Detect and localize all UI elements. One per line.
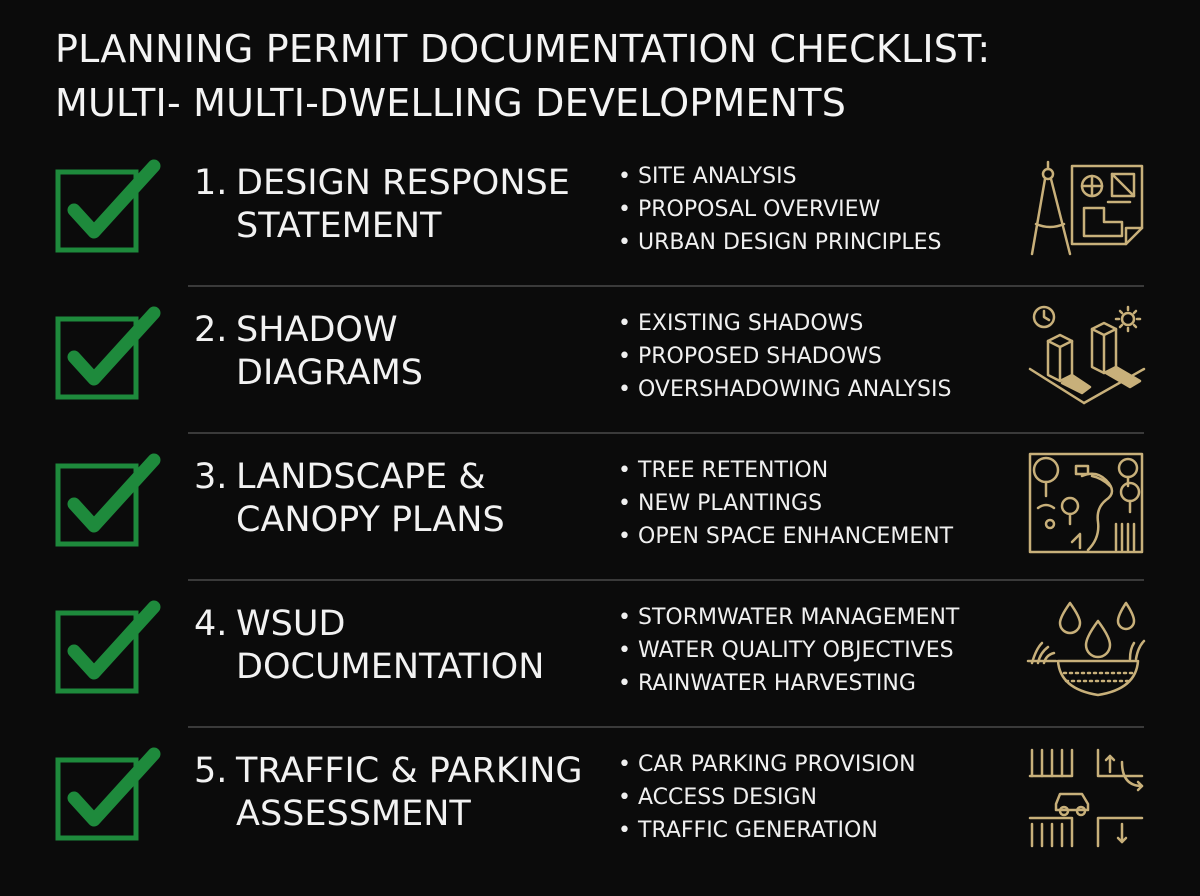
item-number: 1.: [194, 163, 228, 203]
item-number: 5.: [194, 751, 228, 791]
bullet-item: [618, 601, 959, 634]
bullet-icon: •: [618, 197, 631, 222]
bullet-icon: •: [618, 524, 631, 549]
bullet-item: [618, 814, 916, 847]
bullet-text: CAR PARKING PROVISION: [638, 752, 916, 777]
bullet-text: ACCESS DESIGN: [638, 785, 818, 810]
title-line-2: MULTI- MULTI-DWELLING DEVELOPMENTS: [55, 81, 847, 125]
bullet-item: [618, 781, 916, 814]
checkbox-checked-icon: [50, 446, 170, 551]
bullet-item: [618, 373, 951, 406]
checklist-item-landscape-canopy: [0, 434, 1200, 581]
bullet-icon: •: [618, 605, 631, 630]
bullet-item: [618, 634, 959, 667]
checklist: [0, 140, 1200, 875]
item-heading-line: ASSESSMENT: [236, 794, 471, 834]
bullet-icon: •: [618, 344, 631, 369]
buildings-sun-shadow-icon: [1026, 305, 1146, 409]
item-number: 4.: [194, 604, 228, 644]
item-heading-line: CANOPY PLANS: [236, 500, 505, 540]
bullet-text: PROPOSAL OVERVIEW: [638, 197, 881, 222]
bullet-icon: •: [618, 377, 631, 402]
bullet-icon: •: [618, 785, 631, 810]
checkbox-checked-icon: [50, 740, 170, 845]
bullet-icon: •: [618, 752, 631, 777]
checklist-item-wsud: [0, 581, 1200, 728]
checkbox-checked-icon: [50, 299, 170, 404]
checkbox-checked-icon: [50, 593, 170, 698]
checkbox-checked-icon: [50, 152, 170, 257]
bullet-text: URBAN DESIGN PRINCIPLES: [638, 230, 942, 255]
item-heading-line: SHADOW: [236, 310, 398, 350]
bullet-item: [618, 193, 942, 226]
bullet-text: EXISTING SHADOWS: [638, 311, 864, 336]
bullet-item: [618, 340, 951, 373]
bullet-item: [618, 667, 959, 700]
bullet-text: TREE RETENTION: [638, 458, 829, 483]
checklist-item-design-response: [0, 140, 1200, 287]
water-drops-raingarden-icon: [1026, 599, 1146, 703]
item-heading-line: WSUD: [236, 604, 346, 644]
bullet-icon: •: [618, 164, 631, 189]
item-heading-line: LANDSCAPE &: [236, 457, 486, 497]
bullet-icon: •: [618, 638, 631, 663]
bullet-item: [618, 307, 951, 340]
checklist-item-traffic-parking: [0, 728, 1200, 875]
bullet-icon: •: [618, 311, 631, 336]
bullet-text: TRAFFIC GENERATION: [638, 818, 878, 843]
item-heading-line: DESIGN RESPONSE: [236, 163, 570, 203]
bullet-item: [618, 748, 916, 781]
bullet-text: SITE ANALYSIS: [638, 164, 797, 189]
page-title: [55, 22, 1175, 130]
bullet-icon: •: [618, 818, 631, 843]
item-bullet-list: [618, 601, 959, 700]
item-bullet-list: [618, 454, 953, 553]
item-bullet-list: [618, 160, 942, 259]
bullet-item: [618, 160, 942, 193]
bullet-item: [618, 520, 953, 553]
drafting-compass-plan-icon: [1026, 158, 1146, 262]
title-line-1: PLANNING PERMIT DOCUMENTATION CHECKLIST:: [55, 27, 991, 71]
item-heading-line: DIAGRAMS: [236, 353, 423, 393]
bullet-icon: •: [618, 491, 631, 516]
item-number: 3.: [194, 457, 228, 497]
bullet-text: STORMWATER MANAGEMENT: [638, 605, 960, 630]
item-bullet-list: [618, 307, 951, 406]
bullet-text: NEW PLANTINGS: [638, 491, 823, 516]
bullet-icon: •: [618, 671, 631, 696]
item-number: 2.: [194, 310, 228, 350]
checklist-item-shadow-diagrams: [0, 287, 1200, 434]
bullet-text: OPEN SPACE ENHANCEMENT: [638, 524, 954, 549]
landscape-trees-plan-icon: [1026, 452, 1146, 556]
bullet-text: PROPOSED SHADOWS: [638, 344, 882, 369]
item-heading-line: TRAFFIC & PARKING: [236, 751, 583, 791]
road-intersection-car-icon: [1026, 746, 1146, 850]
bullet-text: WATER QUALITY OBJECTIVES: [638, 638, 954, 663]
bullet-item: [618, 226, 942, 259]
bullet-icon: •: [618, 230, 631, 255]
item-heading-line: DOCUMENTATION: [236, 647, 545, 687]
item-heading-line: STATEMENT: [236, 206, 442, 246]
item-bullet-list: [618, 748, 916, 847]
bullet-item: [618, 454, 953, 487]
bullet-icon: •: [618, 458, 631, 483]
bullet-text: RAINWATER HARVESTING: [638, 671, 916, 696]
bullet-text: OVERSHADOWING ANALYSIS: [638, 377, 952, 402]
bullet-item: [618, 487, 953, 520]
